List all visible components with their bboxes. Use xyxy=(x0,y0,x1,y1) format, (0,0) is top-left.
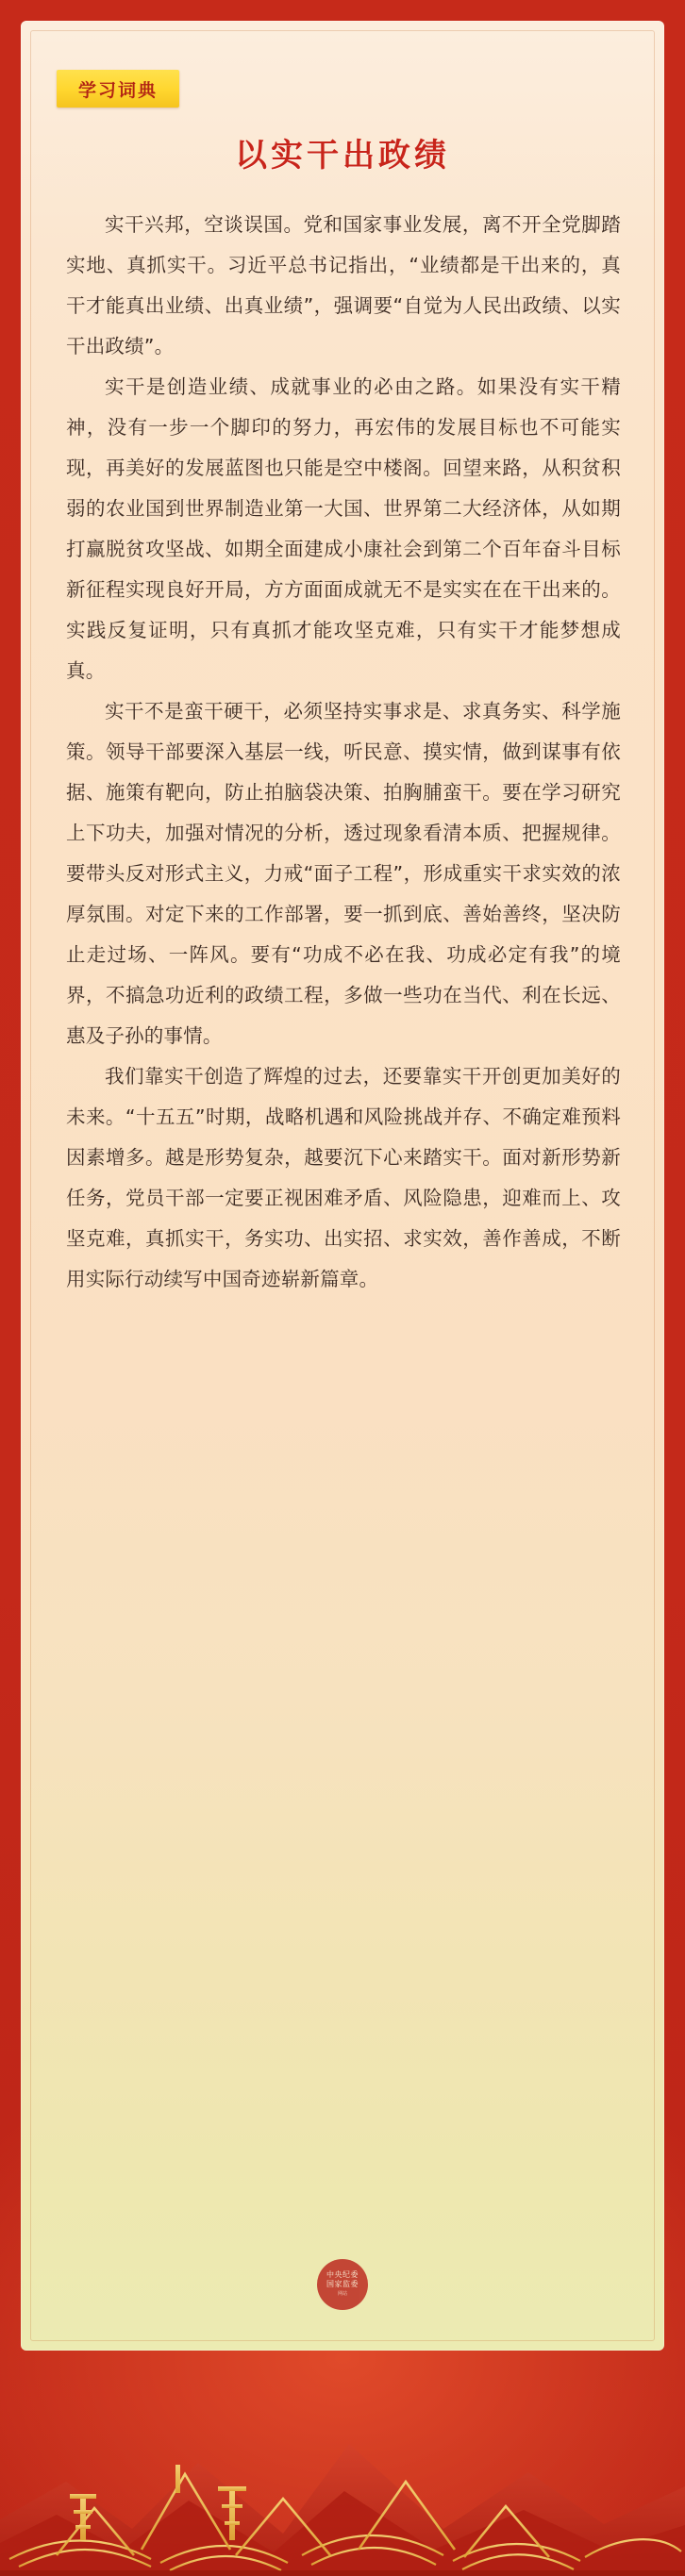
seal-line-2: 国家监委 xyxy=(326,2280,359,2288)
article-paragraph: 实干不是蛮干硬干，必须坚持实事求是、求真务实、科学施策。领导干部要深入基层一线，听民意、摸实情，做到谋事有依据、施策有靶向，防止拍脑袋决策、拍胸脯蛮干。要在学习研究上下功夫，加强对情况的分析，透过现象看清本质、把握规律。要带头反对形式主义，力戒“面子工程”，形成重实干求实效的浓厚氛围。对定下来的工作部署，要一抓到底、善始善终，坚决防止走过场、一阵风。要有“功成不必在我、功成必定有我”的境界，不搞急功近利的政绩工程，多做一些功在当代、利在长远、惠及子孙的事情。 xyxy=(66,700,621,1047)
decorative-mountains-icon xyxy=(0,2340,685,2576)
seal-line-1: 中央纪委 xyxy=(326,2270,359,2279)
bottom-decoration xyxy=(0,2340,685,2576)
article-paragraph: 实干是创造业绩、成就事业的必由之路。如果没有实干精神，没有一步一个脚印的努力，再宏伟的发展目标也不可能实现，再美好的发展蓝图也只能是空中楼阁。回望来路，从积贫积弱的农业国到世界制造业第一大国、世界第二大经济体，从如期打赢脱贫攻坚战、如期全面建成小康社会到第二个百年奋斗目标新征程实现良好开局，方方面面成就无不是实实在在干出来的。实践反复证明，只有真抓才能攻坚克难，只有实干才能梦想成真。 xyxy=(66,375,621,682)
section-badge xyxy=(57,70,179,108)
seal-line-3: 网站 xyxy=(337,2291,347,2297)
page-title: 以实干出政绩 xyxy=(235,137,450,175)
content-card xyxy=(21,21,664,2351)
article-paragraph: 我们靠实干创造了辉煌的过去，还要靠实干开创更加美好的未来。“十五五”时期，战略机遇和风险挑战并存、不确定难预料因素增多。越是形势复杂，越要沉下心来踏实干。面对新形势新任务，党员干部一定要正视困难矛盾、风险隐患，迎难而上、攻坚克难，真抓实干，务实功、出实招、求实效，善作善成，不断用实际行动续写中国奇迹崭新篇章。 xyxy=(66,1065,621,1290)
organization-seal xyxy=(317,2259,368,2310)
article-body xyxy=(66,205,621,1300)
section-badge-label: 学习词典 xyxy=(77,79,158,101)
article-paragraph: 实干兴邦，空谈误国。党和国家事业发展，离不开全党脚踏实地、真抓实干。习近平总书记指出，“业绩都是干出来的，真干才能真出业绩、出真业绩”，强调要“自觉为人民出政绩、以实干出政绩”。 xyxy=(66,213,621,357)
